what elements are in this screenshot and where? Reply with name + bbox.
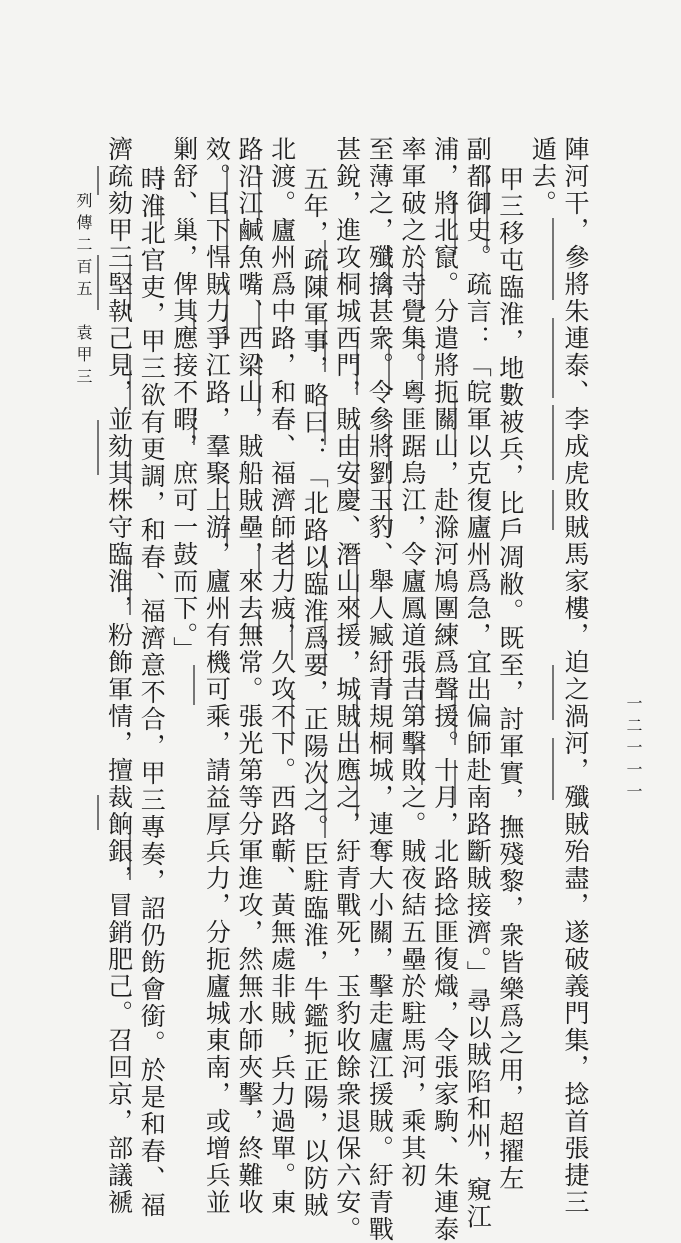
text-column: 路沿江鹹魚嘴、西梁山，賊船賊壘，來去無常。張光第等分軍進攻，然無水師夾擊，終難收	[235, 136, 264, 1216]
text-column: 五年，疏陳軍事，略曰：「北路以臨淮爲要，正陽次之。臣駐臨淮，牛鑑扼正陽，以防賊	[300, 166, 330, 1219]
text-column: 時淮北官吏，甲三欲有更調，和春、福濟意不合，甲三專奏，詔仍飭會銜。於是和春、福	[137, 166, 167, 1219]
text-column: 北渡。廬州爲中路，和春、福濟師老力疲，久攻不下。西路蘄、黃無處非賊，兵力過單。東	[267, 136, 297, 1216]
text-column: 濟疏劾甲三堅執己見，並劾其株守臨淮，粉飾軍情，擅裁餉銀，冒銷肥己。召回京，部議褫	[104, 136, 134, 1216]
text-column: 副都御史。疏言：「皖軍以克復廬州爲急，宜出偏師赴南路斷賊接濟。」尋以賊陷和州，窺江	[463, 136, 493, 1231]
text-column: 率軍破之於寺覺集。粵匪踞烏江，令廬鳳道張吉第擊敗之。賊夜結五壘於駐馬河，乘其初	[398, 136, 427, 1189]
text-column: 甲三移屯臨淮，地數被兵，比戶凋敝。既至，討軍實，撫殘黎，衆皆樂爲之用，超擢左	[495, 166, 525, 1192]
page-number: 一二一一一	[624, 695, 643, 805]
text-column: 效。目下悍賊力爭江路，羣聚上游，廬州有機可乘，請益厚兵力，分扼廬城東南，或增兵並	[202, 136, 232, 1216]
text-column: 剿舒、巢，俾其應接不暇，庶可一鼓而下。」	[169, 136, 199, 664]
text-column: 浦，將北竄。分遣將扼關山，赴滁河鳩團練爲聲援。十月，北路捻匪復熾，令張家駒、朱連泰	[430, 136, 460, 1243]
text-column: 遁去。	[528, 136, 558, 217]
text-column: 甚銳，進攻桐城西門，賊由安慶、潛山來援，城賊出應之，紆青戰死，玉豹收餘衆退保六安。	[332, 136, 362, 1243]
text-column: 至薄之，殲擒甚衆。令參將劉玉豹、舉人臧紆青規桐城，連奪大小關，擊走廬江援賊。紆青戰	[365, 136, 395, 1243]
running-head: 列傳二百五 袁甲三	[74, 192, 93, 390]
text-column: 陣河干，參將朱連泰、李成虎敗賊馬家樓，迫之渦河，殲賊殆盡，遂破義門集，捻首張捷三	[561, 136, 590, 1216]
